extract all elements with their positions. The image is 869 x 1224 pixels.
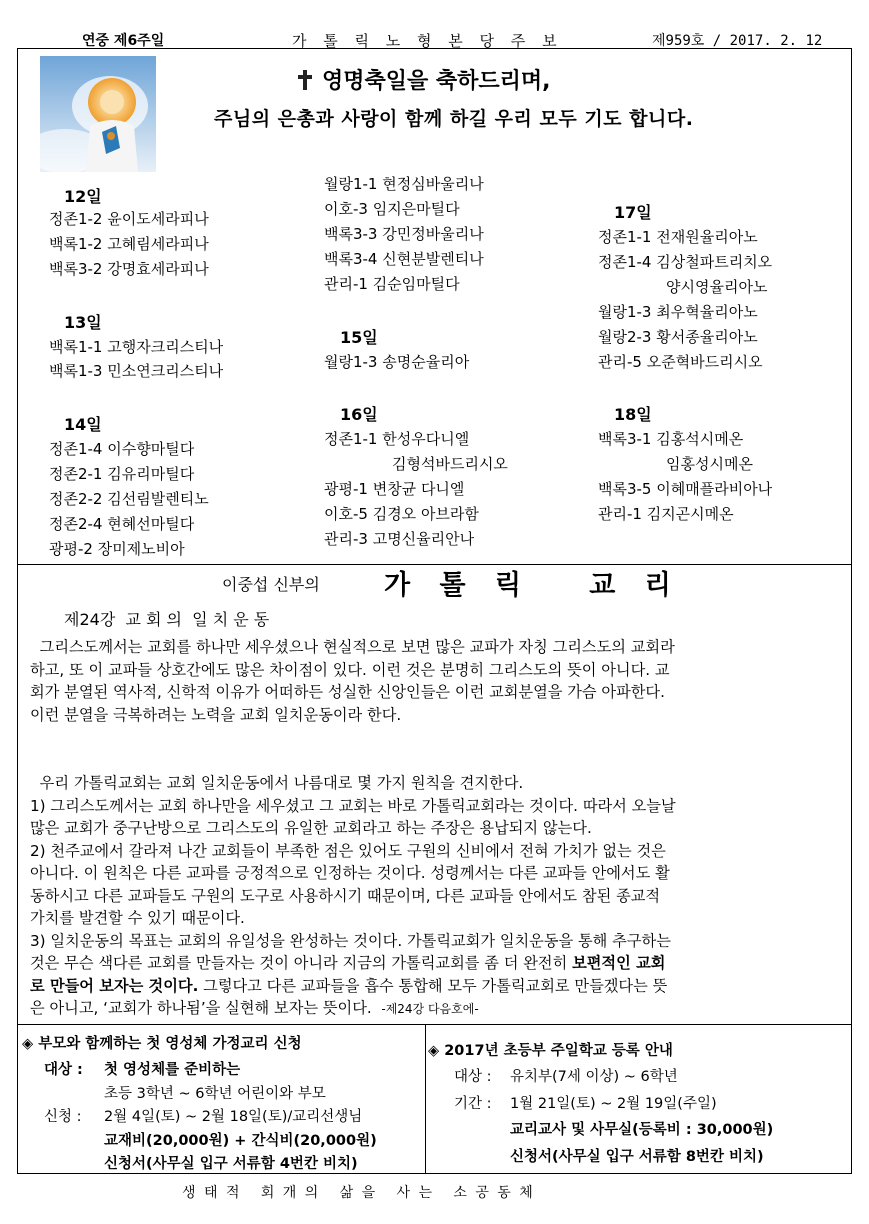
doctrine-author: 이중섭 신부의: [222, 575, 320, 594]
day-heading: 17일: [614, 203, 652, 222]
feast-title-row: [298, 64, 551, 95]
name-entry: 월랑2-3 황서종율리아노: [598, 328, 758, 346]
name-entry: 관리-1 김순임마틸다: [324, 275, 460, 293]
text-line: [30, 975, 842, 998]
doctrine-paragraph-1: [30, 636, 842, 726]
name-entry: 관리-1 김지곤시메온: [598, 505, 734, 523]
day-heading: 12일: [64, 187, 102, 206]
text-line: 동하시고 다른 교파들도 구원의 도구로 사용하시기 때문이며, 다른 교파들 안에서도 참된 종교적: [30, 886, 661, 905]
text-line: 이런 분열을 극복하려는 노력을 교회 일치운동이라 한다.: [30, 705, 402, 724]
name-entry: 광평-2 장미제노비아: [49, 540, 185, 558]
name-entry: 정존1-1 한성우다니엘: [324, 430, 470, 448]
feast-title: 영명축일을 축하드리며,: [322, 69, 551, 94]
name-entry: 백록1-1 고행자크리스티나: [49, 338, 224, 356]
lesson-title: 제24강 교 회 의 일 치 운 동: [64, 610, 270, 629]
text-line: [30, 997, 842, 1020]
notices-divider: [425, 1024, 426, 1174]
text-line: 3) 일치운동의 목표는 교회의 유일성을 완성하는 것이다. 가톨릭교회가 일치운동을 통해 추구하는: [30, 931, 671, 950]
day-heading: 14일: [64, 415, 102, 434]
text-line: 그리스도께서는 교회를 하나만 세우셨으나 현실적으로 보면 많은 교파가 자칭 그리스도의 교회라: [30, 638, 675, 656]
continued-note: -제24강 다음호에-: [381, 1002, 479, 1016]
notice-right-period-2: 교리교사 및 사무실(등록비 : 30,000원): [510, 1122, 774, 1138]
name-entry: 이호-5 김경오 아브라함: [324, 505, 479, 523]
name-entry: 정존1-4 이수향마틸다: [49, 440, 195, 458]
name-entry: 백록3-1 김홍석시메온: [598, 430, 744, 448]
name-entry: 정존1-2 윤이도세라피나: [49, 210, 209, 228]
name-entry: 이호-3 임지은마틸다: [324, 200, 460, 218]
text-line: 회가 분열된 역사적, 신학적 이유가 어떠하든 성실한 신앙인들은 이런 교회분열을 가슴 아파한다.: [30, 683, 665, 701]
notice-right-period-1: 1월 21일(토) ~ 2월 19일(주일): [510, 1096, 717, 1112]
name-entry: 백록3-3 강민정바울리나: [324, 225, 484, 243]
bulletin-title: 가 톨 릭 노 형 본 당 주 보: [292, 32, 563, 50]
feast-subtitle: 주님의 은총과 사랑이 함께 하길 우리 모두 기도 합니다.: [214, 108, 694, 130]
name-entry: 김형석바드리시오: [392, 455, 508, 473]
text-span: 것은 무슨 색다른 교회를 만들자는 것이 아니라 지금의 가톨릭교회를 좀 더 완전히: [30, 954, 573, 972]
name-entry: 광평-1 변창균 다니엘: [324, 480, 465, 498]
notice-left-apply-label: 신청 :: [44, 1109, 82, 1125]
day-heading: 15일: [340, 328, 378, 347]
day-heading: 18일: [614, 405, 652, 424]
name-entry: 백록3-5 이혜매플라비아나: [598, 480, 773, 498]
notice-left-target-1: 첫 영성체를 준비하는: [104, 1062, 241, 1078]
name-entry: 월랑1-1 현정심바울리나: [324, 175, 484, 193]
notice-right-period-label: 기간 :: [454, 1096, 492, 1112]
name-entry: 정존2-4 현혜선마틸다: [49, 515, 195, 533]
text-line: 가치를 발견할 수 있기 때문이다.: [30, 909, 245, 927]
diamond-icon: ◈: [22, 1036, 34, 1052]
notice-left-apply-2: 교재비(20,000원) + 간식비(20,000원): [104, 1133, 377, 1149]
notice-left-target-2: 초등 3학년 ~ 6학년 어린이와 부모: [104, 1086, 326, 1102]
notice-right-target-1: 유치부(7세 이상) ~ 6학년: [510, 1069, 678, 1085]
name-entry: 월랑1-3 최우혁율리아노: [598, 303, 758, 321]
name-entry: 정존2-2 김선림발렌티노: [49, 490, 209, 508]
text-span: 은 아니고, ‘교회가 하나됨’을 실현해 보자는 뜻이다.: [30, 999, 372, 1017]
text-line: 1) 그리스도께서는 교회 하나만을 세우셨고 그 교회는 바로 가톨릭교회라는 것이다. 따라서 오늘날: [30, 796, 676, 815]
week-label: 연중 제6주일: [82, 33, 165, 49]
name-entry: 양시영율리아노: [666, 278, 768, 296]
notice-left-title: 부모와 함께하는 첫 영성체 가정교리 신청: [38, 1036, 302, 1052]
bold-text: 로 만들어 보자는 것이다.: [30, 976, 199, 995]
notice-right-title-row: [428, 1042, 673, 1060]
day-heading: 16일: [340, 405, 378, 424]
name-entry: 백록3-4 신현분발렌티나: [324, 250, 484, 268]
text-line: 하고, 또 이 교파들 상호간에도 많은 차이점이 있다. 이런 것은 분명히 그리스도의 뜻이 아니다. 교: [30, 660, 670, 679]
text-line: 아니다. 이 원칙은 다른 교파를 긍정적으로 인정하는 것이다. 성령께서는 다른 교파들 안에서도 활: [30, 864, 670, 882]
notice-right-target-label: 대상 :: [454, 1069, 492, 1085]
notice-right-title: 2017년 초등부 주일학교 등록 안내: [444, 1043, 673, 1059]
name-entry: 관리-3 고명신율리안나: [324, 530, 475, 548]
name-entry: 정존1-4 김상철파트리치오: [598, 253, 773, 271]
text-line: 2) 천주교에서 갈라져 나간 교회들이 부족한 점은 있어도 구원의 신비에서 전혀 가치가 없는 것은: [30, 841, 666, 860]
name-entry: 정존2-1 김유리마틸다: [49, 465, 195, 483]
text-span: 그렇다고 다른 교파들을 흡수 통합해 모두 가톨릭교회로 만들겠다는 뜻: [198, 976, 668, 995]
name-entry: 백록3-2 강명효세라피나: [49, 260, 209, 278]
day-heading: 13일: [64, 313, 102, 332]
doctrine-paragraph-2: [30, 772, 842, 1020]
name-entry: 백록1-2 고혜림세라피나: [49, 235, 209, 253]
name-entry: 관리-5 오준혁바드리시오: [598, 353, 763, 371]
text-line: [30, 952, 842, 975]
text-line: 우리 가톨릭교회는 교회 일치운동에서 나름대로 몇 가지 원칙을 견지한다.: [30, 774, 524, 792]
notice-left-title-row: [22, 1035, 302, 1053]
notice-right-period-3: 신청서(사무실 입구 서류함 8번칸 비치): [510, 1149, 764, 1165]
name-entry: 백록1-3 민소연크리스티나: [49, 362, 224, 380]
footer-motto: 생 태 적 회 개 의 삶 을 사 는 소 공 동 체: [182, 1185, 535, 1201]
notice-left-target-label: 대상 :: [44, 1062, 83, 1078]
notice-left-apply-1: 2월 4일(토) ~ 2월 18일(토)/교리선생님: [104, 1109, 363, 1125]
cross-icon: [298, 70, 312, 90]
name-entry: 월랑1-3 송명순율리아: [324, 353, 470, 371]
doctrine-heading: 가 톨 릭 교 리: [384, 570, 681, 601]
name-entry: 임홍성시메온: [666, 455, 753, 473]
issue-number: 제959호 / 2017. 2. 12: [652, 33, 823, 49]
bold-text: 보편적인 교회: [572, 954, 666, 972]
name-entry: 정존1-1 전재원율리아노: [598, 228, 758, 246]
feast-image: [40, 56, 156, 172]
diamond-icon: ◈: [428, 1043, 440, 1059]
notice-left-apply-3: 신청서(사무실 입구 서류함 4번칸 비치): [104, 1156, 358, 1172]
text-line: 많은 교회가 중구난방으로 그리스도의 유일한 교회라고 하는 주장은 용납되지 않는다.: [30, 819, 592, 837]
